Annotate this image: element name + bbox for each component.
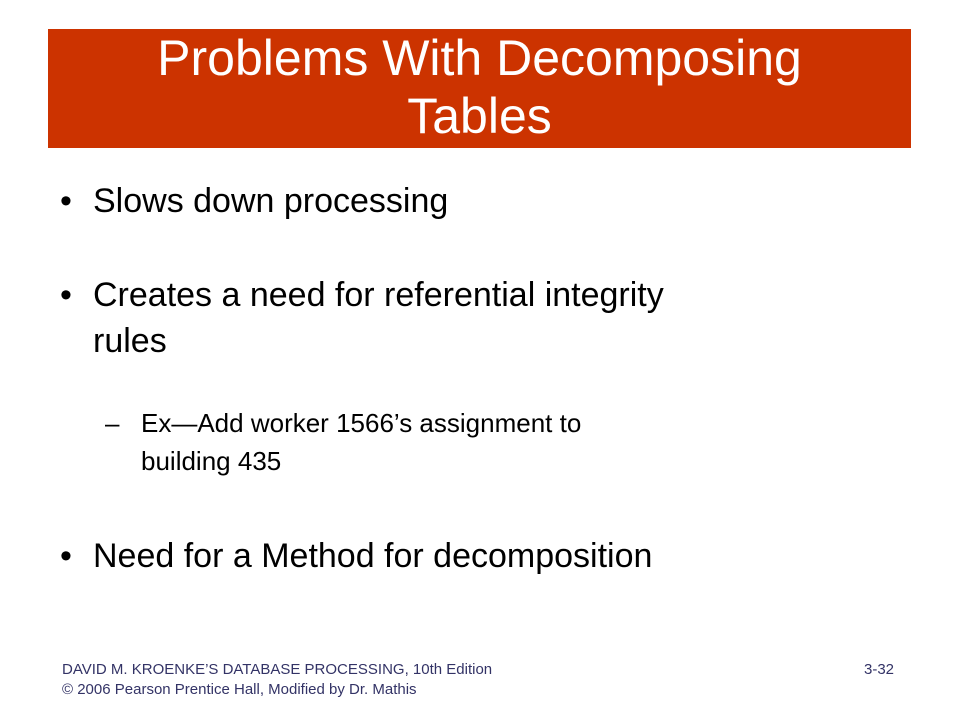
bullet-marker: • bbox=[60, 182, 72, 220]
bullet-text: Slows down processing bbox=[93, 182, 449, 220]
footer-line-2: © 2006 Pearson Prentice Hall, Modified by Dr. Mathis bbox=[62, 681, 417, 698]
page-number: 3-32 bbox=[864, 661, 895, 678]
slide-title-line-1: Problems With Decomposing bbox=[157, 30, 802, 86]
bullet-marker: • bbox=[60, 537, 72, 575]
sub-bullet-marker: – bbox=[105, 408, 120, 438]
bullet-text-line-1: Creates a need for referential integrity bbox=[93, 276, 664, 314]
sub-bullet-text-line-2: building 435 bbox=[141, 446, 282, 476]
sub-bullet-text bbox=[141, 404, 841, 480]
title-band bbox=[48, 29, 911, 148]
bullet-text: Need for a Method for decomposition bbox=[93, 537, 653, 575]
slide-title bbox=[48, 29, 911, 145]
footer-credits bbox=[62, 660, 492, 700]
bullet-marker: • bbox=[60, 276, 72, 314]
slide-title-line-2: Tables bbox=[407, 88, 552, 144]
footer-line-1: DAVID M. KROENKE’S DATABASE PROCESSING, 10th Edition bbox=[62, 661, 493, 678]
bullet-text bbox=[93, 272, 873, 364]
sub-bullet-text-line-1: Ex—Add worker 1566’s assignment to bbox=[141, 408, 582, 438]
bullet-text-line-2: rules bbox=[93, 322, 167, 360]
